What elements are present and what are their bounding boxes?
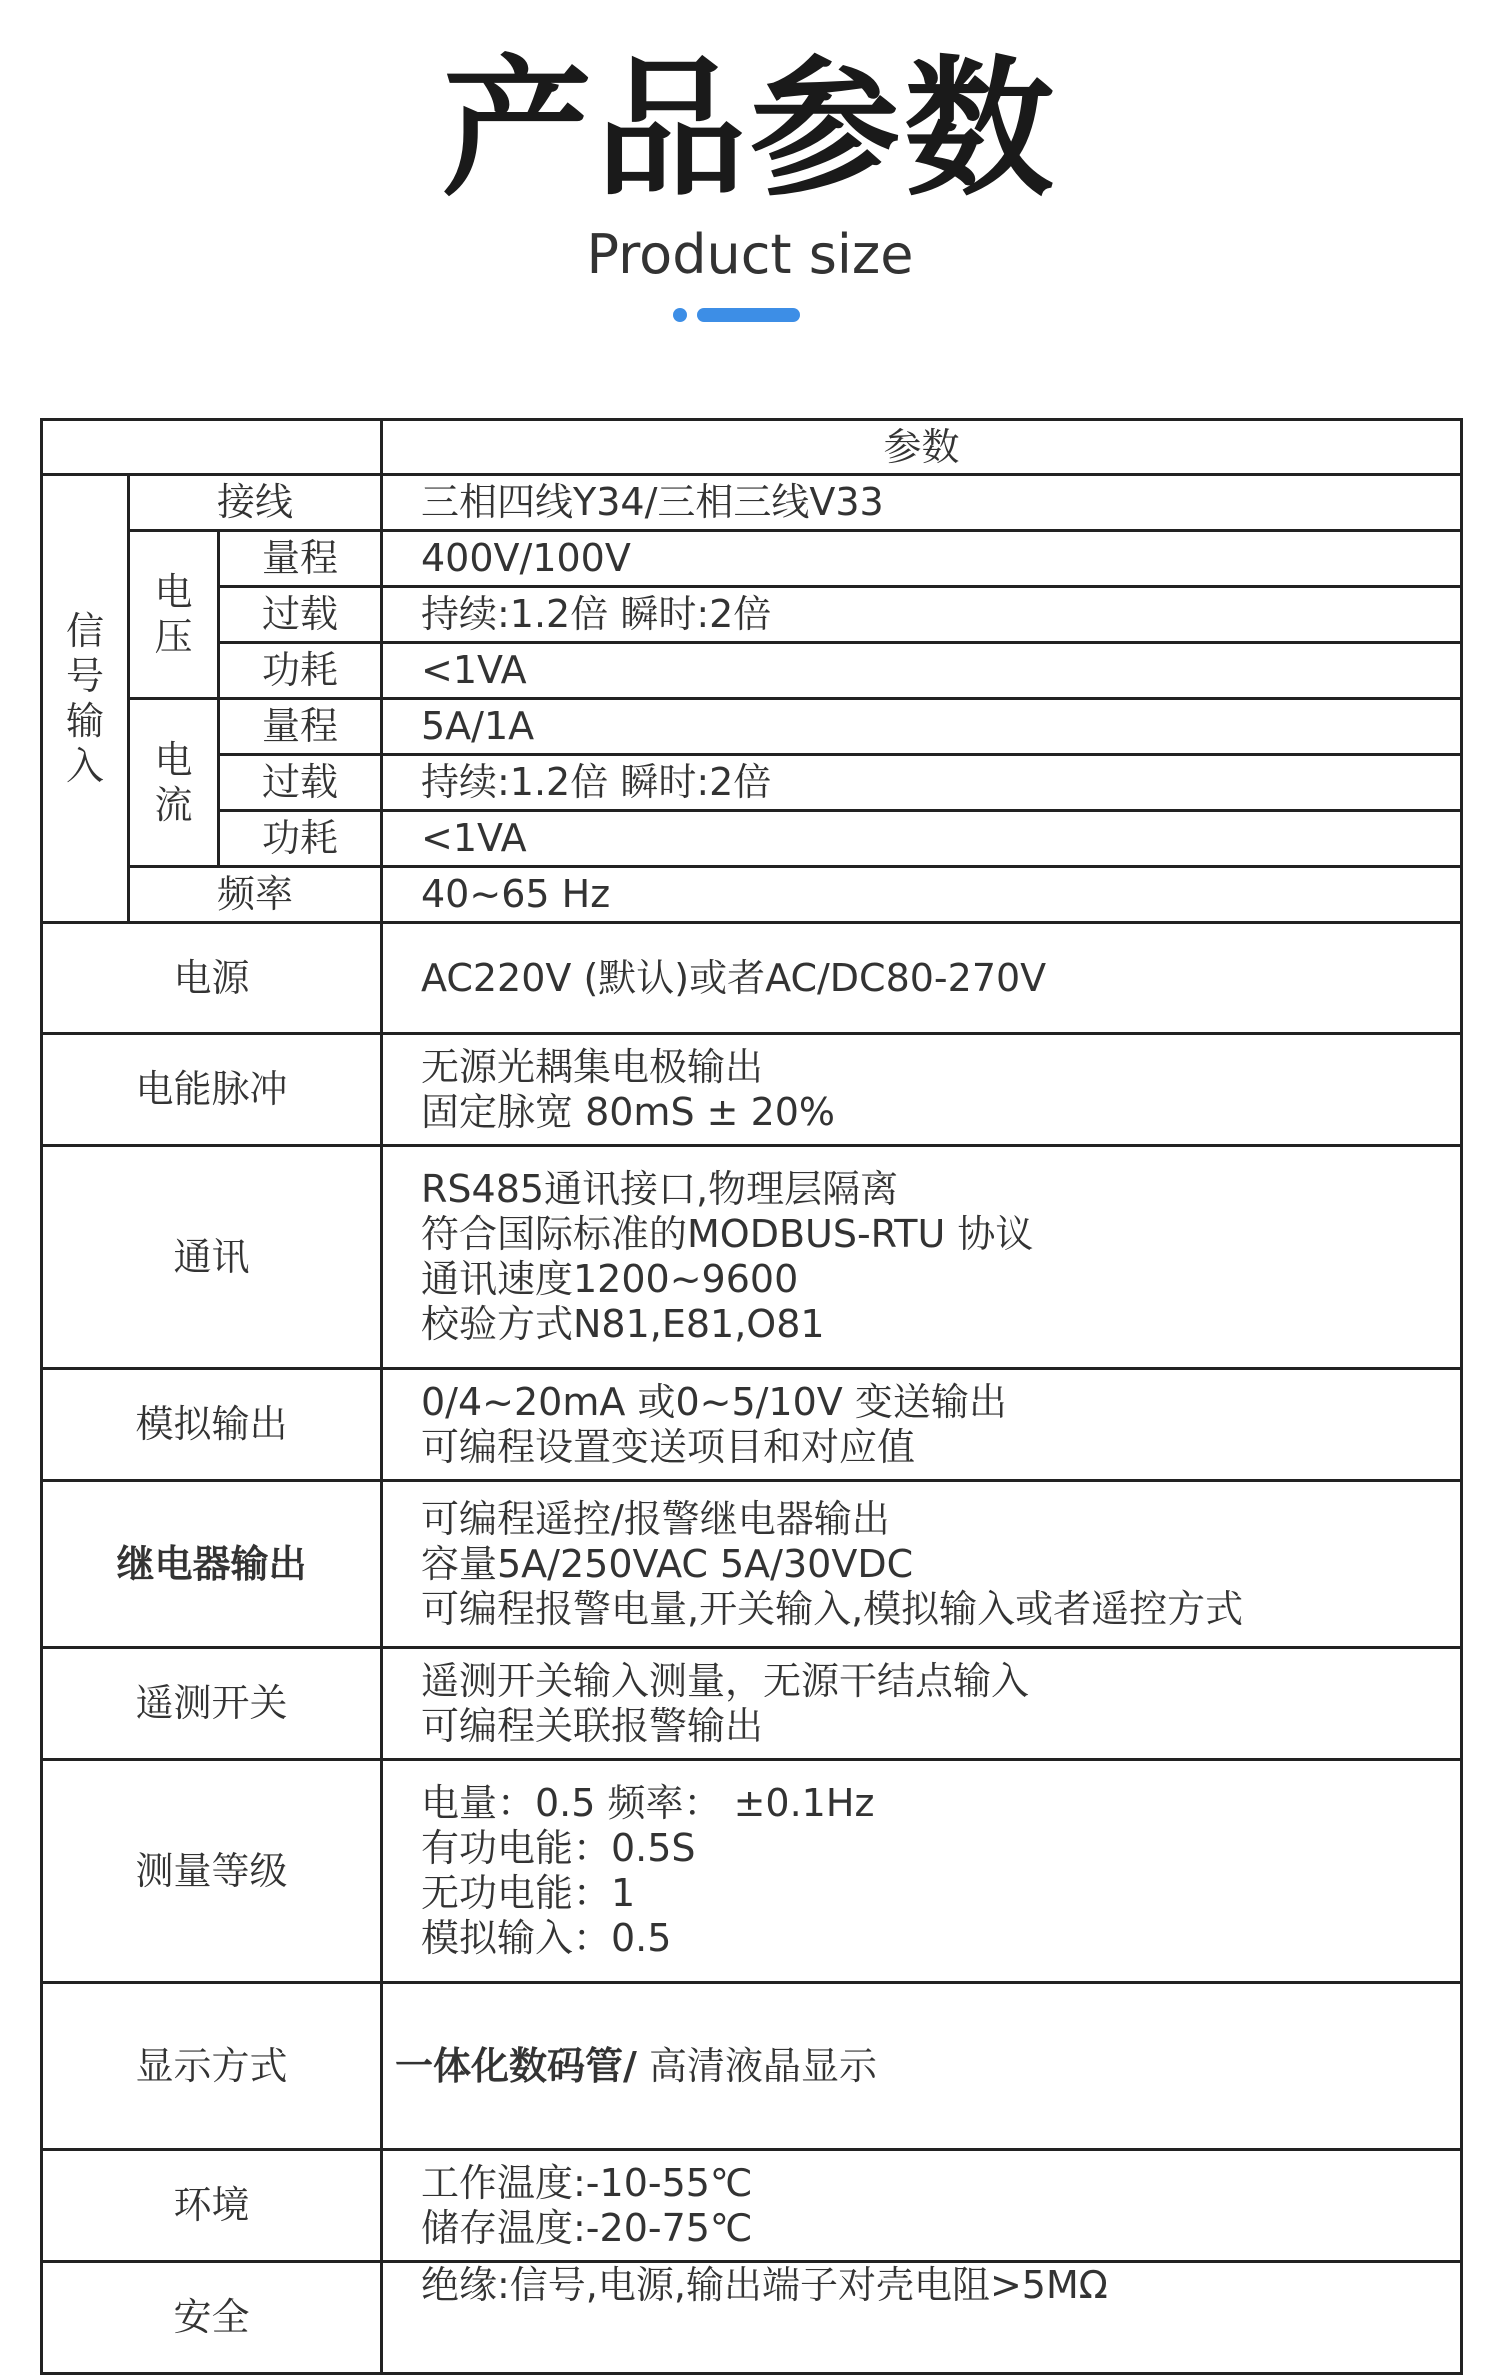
table-row-environment [42, 2150, 1462, 2262]
safety-label: 安全 [42, 2262, 382, 2374]
current-overload-value: 持续:1.2倍 瞬时:2倍 [382, 755, 1462, 811]
relay-output-line: 容量5A/250VAC 5A/30VDC [421, 1541, 914, 1586]
accuracy-label: 测量等级 [42, 1760, 382, 1983]
table-row-voltage-overload [42, 587, 1462, 643]
header-param: 参数 [382, 420, 1462, 475]
environment-value [382, 2150, 1462, 2262]
power-supply-value: AC220V (默认)或者AC/DC80-270V [382, 923, 1462, 1034]
table-row-telemetry-switch [42, 1648, 1462, 1760]
environment-line: 储存温度:-20-75℃ [421, 2205, 753, 2250]
current-cell [129, 699, 219, 867]
display-value-rest: 高清液晶显示 [636, 2043, 877, 2088]
wiring-label: 接线 [129, 475, 382, 531]
voltage-range-value: 400V/100V [382, 531, 1462, 587]
table-header-row [42, 420, 1462, 475]
energy-pulse-line: 无源光耦集电极输出 [421, 1044, 764, 1089]
spec-table [40, 418, 1463, 2375]
frequency-value: 40~65 Hz [382, 867, 1462, 923]
voltage-power-label: 功耗 [219, 643, 382, 699]
analog-output-line: 0/4~20mA 或0~5/10V 变送输出 [421, 1379, 1007, 1424]
telemetry-switch-label: 遥测开关 [42, 1648, 382, 1760]
voltage-overload-value: 持续:1.2倍 瞬时:2倍 [382, 587, 1462, 643]
table-row-frequency [42, 867, 1462, 923]
communication-line: 通讯速度1200~9600 [421, 1257, 799, 1301]
table-row-voltage-range [42, 531, 1462, 587]
power-supply-label: 电源 [42, 923, 382, 1034]
accent-bar [697, 308, 800, 322]
communication-label: 通讯 [42, 1146, 382, 1369]
table-row-energy-pulse [42, 1034, 1462, 1146]
current-overload-label: 过载 [219, 755, 382, 811]
analog-output-label: 模拟输出 [42, 1369, 382, 1481]
accuracy-line: 有功电能：0.5S [421, 1826, 696, 1870]
analog-output-line: 可编程设置变送项目和对应值 [421, 1424, 916, 1469]
table-row-analog-output [42, 1369, 1462, 1481]
table-row-accuracy [42, 1760, 1462, 1983]
current-range-value: 5A/1A [382, 699, 1462, 755]
table-row-display [42, 1983, 1462, 2150]
telemetry-switch-line: 遥测开关输入测量，无源干结点输入 [421, 1658, 1030, 1703]
voltage-label: 电压 [154, 569, 193, 659]
header-empty-cell [42, 420, 382, 475]
current-power-value: <1VA [382, 811, 1462, 867]
accuracy-line: 无功电能：1 [421, 1871, 636, 1915]
accent-dot [673, 308, 687, 322]
energy-pulse-label: 电能脉冲 [42, 1034, 382, 1146]
signal-input-cell [42, 475, 129, 923]
safety-line: 绝缘:信号,电源,输出端子对壳电阻>5MΩ [421, 2263, 1108, 2307]
accuracy-value [382, 1760, 1462, 1983]
table-row-wiring [42, 475, 1462, 531]
page-title: 产品参数 [441, 43, 1058, 217]
communication-line: RS485通讯接口,物理层隔离 [421, 1167, 899, 1211]
relay-output-line: 可编程遥控/报警继电器输出 [421, 1496, 890, 1541]
frequency-label: 频率 [129, 867, 382, 923]
telemetry-switch-value [382, 1648, 1462, 1760]
table-row-voltage-power [42, 643, 1462, 699]
relay-output-label: 继电器输出 [42, 1481, 382, 1648]
voltage-range-label: 量程 [219, 531, 382, 587]
environment-line: 工作温度:-10-55℃ [421, 2160, 753, 2205]
accuracy-line: 模拟输入：0.5 [421, 1916, 672, 1960]
relay-output-value [382, 1481, 1462, 1648]
display-value-bold: 一体化数码管/ [395, 2043, 637, 2088]
analog-output-value [382, 1369, 1462, 1481]
communication-value [382, 1146, 1462, 1369]
signal-input-label: 信号输入 [65, 608, 104, 788]
wiring-value: 三相四线Y34/三相三线V33 [382, 475, 1462, 531]
communication-line: 校验方式N81,E81,O81 [421, 1302, 825, 1346]
current-power-label: 功耗 [219, 811, 382, 867]
table-row-current-overload [42, 755, 1462, 811]
safety-value [382, 2262, 1462, 2374]
accuracy-line: 电量：0.5 频率： ±0.1Hz [421, 1781, 875, 1825]
table-row-communication [42, 1146, 1462, 1369]
table-row-current-power [42, 811, 1462, 867]
table-row-relay-output [42, 1481, 1462, 1648]
voltage-power-value: <1VA [382, 643, 1462, 699]
energy-pulse-line: 固定脉宽 80mS ± 20% [421, 1089, 836, 1134]
energy-pulse-value [382, 1034, 1462, 1146]
relay-output-line: 可编程报警电量,开关输入,模拟输入或者遥控方式 [421, 1586, 1244, 1631]
table-row-safety [42, 2262, 1462, 2374]
display-label: 显示方式 [42, 1983, 382, 2150]
page-subtitle: Product size [586, 223, 914, 286]
table-row-current-range [42, 699, 1462, 755]
voltage-overload-label: 过载 [219, 587, 382, 643]
current-range-label: 量程 [219, 699, 382, 755]
display-value [382, 1983, 1462, 2150]
table-row-power-supply [42, 923, 1462, 1034]
current-label: 电流 [154, 737, 193, 827]
environment-label: 环境 [42, 2150, 382, 2262]
telemetry-switch-line: 可编程关联报警输出 [421, 1703, 764, 1748]
communication-line: 符合国际标准的MODBUS-RTU 协议 [421, 1212, 1034, 1256]
voltage-cell [129, 531, 219, 699]
